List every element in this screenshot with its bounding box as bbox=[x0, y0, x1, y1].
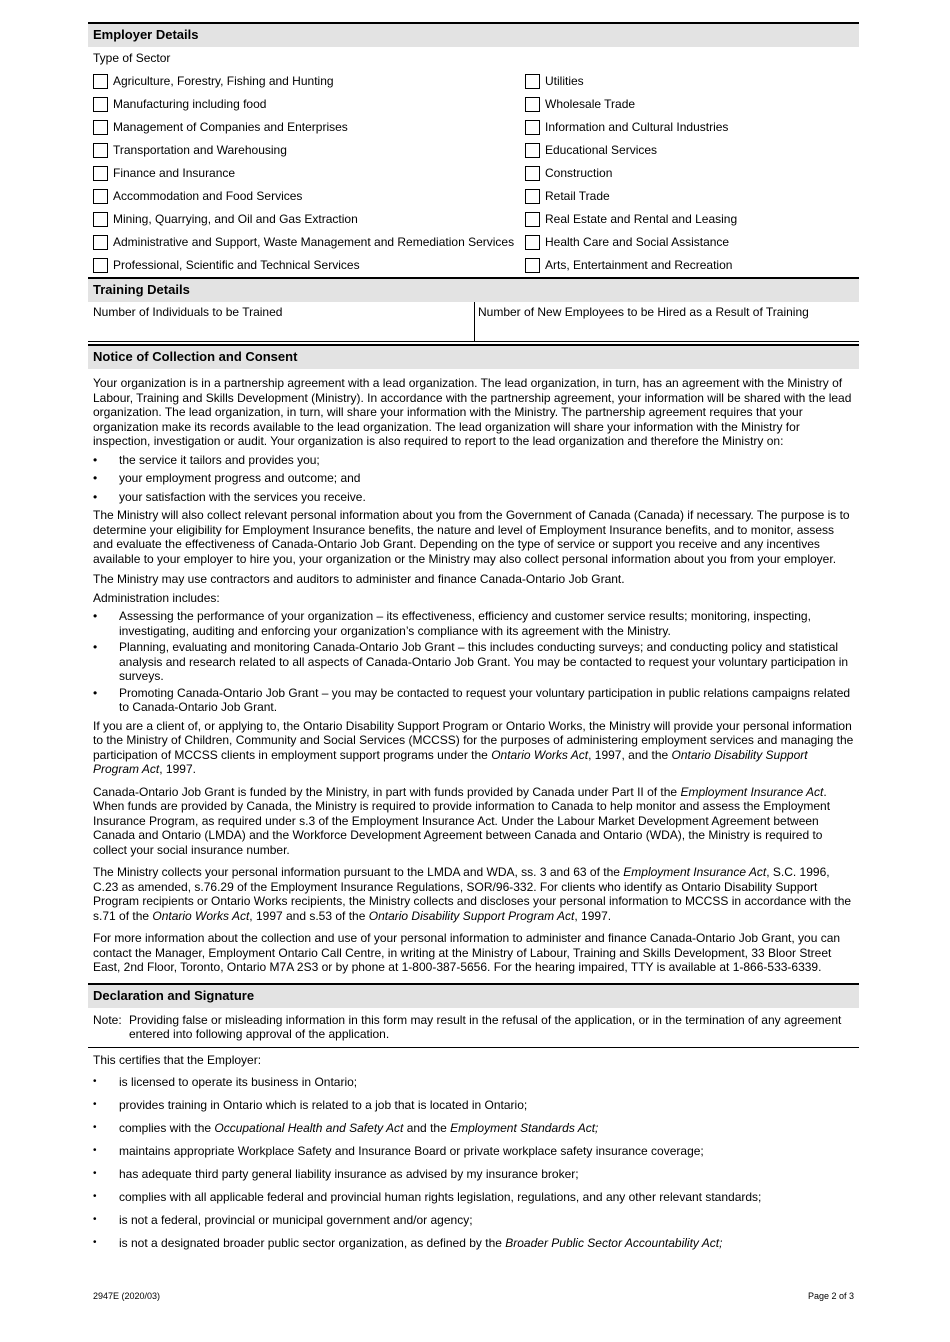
list-item: • Promoting Canada-Ontario Job Grant – you may be contacted to request your voluntary participation in public relations campaigns related to Canada-Ontario Job Grant. bbox=[93, 686, 854, 715]
sector-label: Information and Cultural Industries bbox=[545, 120, 729, 135]
list-item: • the service it tailors and provides you; bbox=[93, 453, 854, 468]
sector-option[interactable] bbox=[520, 162, 859, 185]
sector-column-right bbox=[520, 70, 859, 277]
administration-list bbox=[88, 609, 859, 715]
list-item: • has adequate third party general liability insurance as advised by my insurance broker; bbox=[93, 1163, 854, 1186]
sector-label: Educational Services bbox=[545, 143, 658, 158]
sector-label: Professional, Scientific and Technical Services bbox=[113, 258, 360, 273]
sector-option[interactable] bbox=[88, 116, 520, 139]
individuals-trained-field[interactable] bbox=[88, 302, 474, 341]
sector-option[interactable] bbox=[520, 185, 859, 208]
sector-checkbox[interactable] bbox=[93, 235, 108, 250]
sector-label: Transportation and Warehousing bbox=[113, 143, 287, 158]
declaration-header: Declaration and Signature bbox=[88, 983, 859, 1008]
sector-label: Mining, Quarrying, and Oil and Gas Extraction bbox=[113, 212, 358, 227]
notice-paragraph-3: The Ministry may use contractors and auditors to administer and finance Canada-Ontario Job Grant. bbox=[93, 572, 625, 586]
sector-checkbox[interactable] bbox=[525, 166, 540, 181]
list-item: • Assessing the performance of your organization – its effectiveness, efficiency and customer service results; monitoring, inspecting, investigating, auditing and enforcing your organization’s compliance with its agreement with the Ministry. bbox=[93, 609, 854, 638]
sector-option[interactable] bbox=[88, 185, 520, 208]
sector-label: Manufacturing including food bbox=[113, 97, 267, 112]
training-fields bbox=[88, 302, 859, 342]
sector-checkbox[interactable] bbox=[93, 74, 108, 89]
notice-paragraph-6: Canada-Ontario Job Grant is funded by the Ministry, in part with funds provided by Canada under Part II of the Employment Insurance Act. When funds are provided by Canada, the Ministry is required to provide information to Canada to help monitor and assess the Employment Insurance Program, as required under s.3 of the Employment Insurance Act. Under the Labour Market Development Agreement between Canada and Ontario (LMDA) and the Workforce Development Agreement between Canada and Ontario (WDA), the Ministry is required to collect your social insurance number. bbox=[93, 784, 831, 857]
sector-label: Finance and Insurance bbox=[113, 166, 236, 181]
sector-checkbox[interactable] bbox=[525, 189, 540, 204]
list-item: • maintains appropriate Workplace Safety and Insurance Board or private workplace safety insurance coverage; bbox=[93, 1140, 854, 1163]
certifies-text: This certifies that the Employer: bbox=[93, 1052, 262, 1067]
sector-grid bbox=[88, 70, 859, 277]
list-item: • your employment progress and outcome; and bbox=[93, 471, 854, 486]
page-footer bbox=[88, 1289, 859, 1304]
sector-option[interactable] bbox=[520, 254, 859, 277]
sector-option[interactable] bbox=[520, 208, 859, 231]
notice-paragraph-1: Your organization is in a partnership agreement with a lead organization. The lead organization, in turn, has an agreement with the Ministry of Labour, Training and Skills Development (Ministry). In accordance with the partnership agreement, your information will be shared with the lead organization. The lead organization, in turn, will share your information with the Ministry. The partnership agreement requires that your organization make its records available to the lead organization. The lead organization will share your information with the Ministry for inspection, investigation or audit. Your organization is also required to report to the lead organization and therefore the Ministry on: bbox=[93, 376, 852, 448]
sector-option[interactable] bbox=[520, 116, 859, 139]
sector-option[interactable] bbox=[88, 254, 520, 277]
notice-header: Notice of Collection and Consent bbox=[88, 344, 859, 369]
sector-checkbox[interactable] bbox=[93, 143, 108, 158]
notice-report-list bbox=[88, 453, 859, 505]
sector-checkbox[interactable] bbox=[93, 189, 108, 204]
sector-label: Real Estate and Rental and Leasing bbox=[545, 212, 738, 227]
certification-list bbox=[88, 1071, 859, 1255]
sector-label: Arts, Entertainment and Recreation bbox=[545, 258, 733, 273]
new-employees-label: Number of New Employees to be Hired as a Result of Training bbox=[478, 305, 809, 319]
sector-checkbox[interactable] bbox=[525, 74, 540, 89]
individuals-trained-label: Number of Individuals to be Trained bbox=[93, 305, 283, 319]
sector-option[interactable] bbox=[520, 70, 859, 93]
sector-checkbox[interactable] bbox=[93, 120, 108, 135]
sector-checkbox[interactable] bbox=[525, 235, 540, 250]
list-item: • your satisfaction with the services you receive. bbox=[93, 490, 854, 505]
sector-checkbox[interactable] bbox=[525, 212, 540, 227]
sector-label: Health Care and Social Assistance bbox=[545, 235, 730, 250]
employer-details-header: Employer Details bbox=[88, 22, 859, 47]
sector-column-left bbox=[88, 70, 520, 277]
list-item: • complies with all applicable federal and provincial human rights legislation, regulations, and any other relevant standards; bbox=[93, 1186, 854, 1209]
sector-checkbox[interactable] bbox=[525, 97, 540, 112]
sector-option[interactable] bbox=[88, 93, 520, 116]
declaration-body bbox=[88, 1053, 859, 1256]
note-label: Note: bbox=[93, 1012, 122, 1027]
sector-label: Wholesale Trade bbox=[545, 97, 636, 112]
sector-label: Construction bbox=[545, 166, 613, 181]
new-employees-field[interactable] bbox=[474, 302, 859, 341]
sector-option[interactable] bbox=[520, 231, 859, 254]
sector-checkbox[interactable] bbox=[93, 166, 108, 181]
list-item: • complies with the Occupational Health and Safety Act and the Employment Standards Act; bbox=[93, 1117, 854, 1140]
sector-option[interactable] bbox=[520, 93, 859, 116]
sector-option[interactable] bbox=[88, 231, 520, 254]
sector-label: Utilities bbox=[545, 74, 584, 89]
sector-option[interactable] bbox=[88, 139, 520, 162]
sector-label: Accommodation and Food Services bbox=[113, 189, 303, 204]
type-of-sector-label: Type of Sector bbox=[93, 51, 171, 66]
notice-paragraph-2: The Ministry will also collect relevant personal information about you from the Government of Canada (Canada) if necessary. The purpose is to determine your eligibility for Employment Insurance benefits, the nature and level of Employment Insurance benefits, and to monitor, assess and evaluate the effectiveness of Canada-Ontario Job Grant. Depending on the type of service or support you receive and any incentives available to your employer to hire you, your organization or the Ministry may also collect personal information about you from your employer. bbox=[93, 508, 850, 566]
sector-label: Administrative and Support, Waste Management and Remediation Services bbox=[113, 235, 515, 250]
sector-checkbox[interactable] bbox=[93, 97, 108, 112]
sector-option[interactable] bbox=[88, 162, 520, 185]
sector-option[interactable] bbox=[88, 70, 520, 93]
sector-checkbox[interactable] bbox=[525, 120, 540, 135]
sector-option[interactable] bbox=[520, 139, 859, 162]
list-item: • is not a federal, provincial or municipal government and/or agency; bbox=[93, 1209, 854, 1232]
sector-label: Agriculture, Forestry, Fishing and Hunting bbox=[113, 74, 334, 89]
form-page bbox=[88, 22, 859, 1255]
notice-paragraph-5: If you are a client of, or applying to, the Ontario Disability Support Program or Ontario Works, the Ministry will provide your personal information to the Ministry of Children, Community and Social Services (MCCSS) for the purposes of administering employment services and managing the participation of MCCSS clients in employment support programs under the Ontario Works Act, 1997, and the Ontario Disability Support Program Act, 1997. bbox=[93, 718, 854, 776]
notice-paragraph-4: Administration includes: bbox=[93, 590, 220, 605]
sector-label: Retail Trade bbox=[545, 189, 610, 204]
sector-checkbox[interactable] bbox=[93, 258, 108, 273]
list-item: • is not a designated broader public sector organization, as defined by the Broader Public Sector Accountability Act; bbox=[93, 1232, 854, 1255]
form-id: 2947E (2020/03) bbox=[93, 1291, 161, 1301]
sector-checkbox[interactable] bbox=[93, 212, 108, 227]
note-text: Providing false or misleading information in this form may result in the refusal of the application, or in the termination of any agreement entered into following approval of the application. bbox=[129, 1012, 842, 1041]
page-number: Page 2 of 3 bbox=[807, 1291, 854, 1301]
sector-option[interactable] bbox=[88, 208, 520, 231]
sector-checkbox[interactable] bbox=[525, 258, 540, 273]
sector-checkbox[interactable] bbox=[525, 143, 540, 158]
notice-paragraph-8: For more information about the collection and use of your personal information to administer and finance Canada-Ontario Job Grant, you can contact the Manager, Employment Ontario Call Centre, in writing at the Ministry of Labour, Training and Skills Development, 33 Bloor Street East, 2nd Floor, Toronto, Ontario M7A 2S3 or by phone at 1-800-387-5656. For the hearing impaired, TTY is available at 1-866-533-6339. bbox=[93, 931, 841, 974]
list-item: • provides training in Ontario which is related to a job that is located in Ontario; bbox=[93, 1094, 854, 1117]
sector-label: Management of Companies and Enterprises bbox=[113, 120, 348, 135]
list-item: • Planning, evaluating and monitoring Canada-Ontario Job Grant – this includes conducting surveys; and conducting policy and statistical analysis and research related to all aspects of Canada-Ontario Job Grant. You may be contacted to request your voluntary participation in surveys. bbox=[93, 640, 854, 684]
notice-paragraph-7: The Ministry collects your personal information pursuant to the LMDA and WDA, ss. 3 and 63 of the Employment Insurance Act, S.C. 1996, C.23 as amended, s.76.29 of the Employment Insurance Regulations, SOR/96-332. For clients who identify as Ontario Disability Support Program recipients or Ontario Works recipients, the Ministry collects and discloses your personal information to MCCSS in accordance with the s.71 of the Ontario Works Act, 1997 and s.53 of the Ontario Disability Support Program Act, 1997. bbox=[93, 865, 852, 923]
training-details-header: Training Details bbox=[88, 277, 859, 302]
list-item: • is licensed to operate its business in Ontario; bbox=[93, 1071, 854, 1094]
declaration-note bbox=[88, 1008, 859, 1048]
